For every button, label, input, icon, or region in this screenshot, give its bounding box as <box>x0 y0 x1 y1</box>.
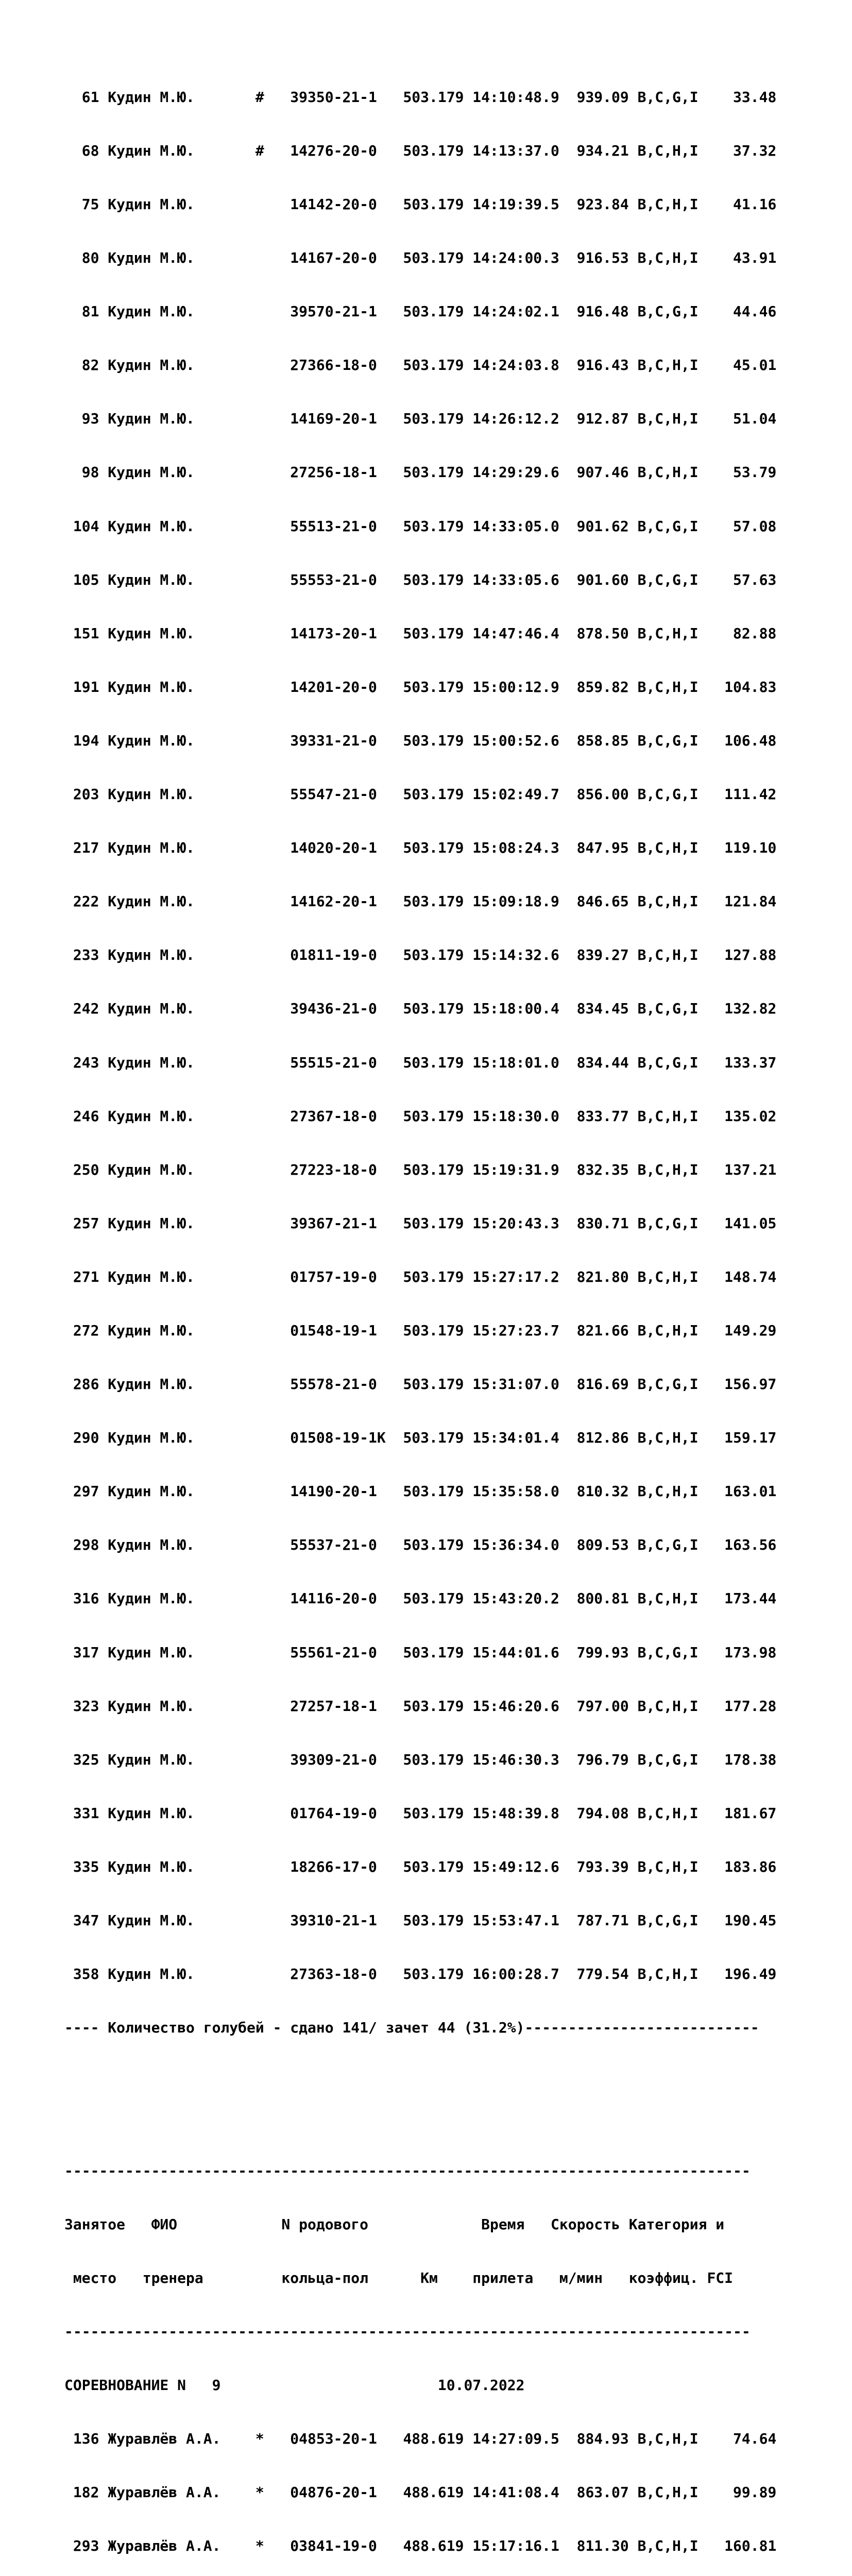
result-row: 233 Кудин М.Ю. 01811-19-0 503.179 15:14:32.6 839.27 B,C,H,I 127.88 <box>64 946 777 964</box>
result-row: 93 Кудин М.Ю. 14169-20-1 503.179 14:26:12.2 912.87 B,C,H,I 51.04 <box>64 410 777 428</box>
divider-line: ------------------------------------------------------------------------------- <box>64 2323 751 2341</box>
result-row: 272 Кудин М.Ю. 01548-19-1 503.179 15:27:23.7 821.66 B,C,H,I 149.29 <box>64 1321 777 1339</box>
result-row: 61 Кудин М.Ю. # 39350-21-1 503.179 14:10:48.9 939.09 B,C,G,I 33.48 <box>64 88 777 106</box>
result-row: 331 Кудин М.Ю. 01764-19-0 503.179 15:48:39.8 794.08 B,C,H,I 181.67 <box>64 1804 777 1822</box>
result-row: 243 Кудин М.Ю. 55515-21-0 503.179 15:18:01.0 834.44 B,C,G,I 133.37 <box>64 1054 777 1071</box>
result-row: 222 Кудин М.Ю. 14162-20-1 503.179 15:09:18.9 846.65 B,C,H,I 121.84 <box>64 893 777 910</box>
result-row: 290 Кудин М.Ю. 01508-19-1K 503.179 15:34:01.4 812.86 B,C,H,I 159.17 <box>64 1429 777 1447</box>
result-row: 358 Кудин М.Ю. 27363-18-0 503.179 16:00:28.7 779.54 B,C,H,I 196.49 <box>64 1965 777 1983</box>
result-row: 325 Кудин М.Ю. 39309-21-0 503.179 15:46:30.3 796.79 B,C,G,I 178.38 <box>64 1751 777 1768</box>
result-row: 82 Кудин М.Ю. 27366-18-0 503.179 14:24:03.8 916.43 B,C,H,I 45.01 <box>64 357 777 374</box>
result-row: 81 Кудин М.Ю. 39570-21-1 503.179 14:24:02.1 916.48 B,C,G,I 44.46 <box>64 303 777 320</box>
result-row: 286 Кудин М.Ю. 55578-21-0 503.179 15:31:07.0 816.69 B,C,G,I 156.97 <box>64 1376 777 1393</box>
result-row: 98 Кудин М.Ю. 27256-18-1 503.179 14:29:29.6 907.46 B,C,H,I 53.79 <box>64 464 777 481</box>
results-block-zhuravlev <box>64 2126 837 2576</box>
result-row: 151 Кудин М.Ю. 14173-20-1 503.179 14:47:46.4 878.50 B,C,H,I 82.88 <box>64 624 777 642</box>
divider-line: ------------------------------------------------------------------------------- <box>64 2162 751 2179</box>
result-row: 182 Журавлёв А.А. * 04876-20-1 488.619 14:41:08.4 863.07 B,C,H,I 99.89 <box>64 2484 777 2501</box>
result-row: 80 Кудин М.Ю. 14167-20-0 503.179 14:24:00.3 916.53 B,C,H,I 43.91 <box>64 249 777 267</box>
results-block-kudin <box>64 53 837 2073</box>
result-row: 136 Журавлёв А.А. * 04853-20-1 488.619 14:27:09.5 884.93 B,C,H,I 74.64 <box>64 2430 777 2448</box>
result-row: 335 Кудин М.Ю. 18266-17-0 503.179 15:49:12.6 793.39 B,C,H,I 183.86 <box>64 1858 777 1875</box>
result-row: 242 Кудин М.Ю. 39436-21-0 503.179 15:18:00.4 834.45 B,C,G,I 132.82 <box>64 1000 777 1018</box>
result-row: 250 Кудин М.Ю. 27223-18-0 503.179 15:19:31.9 832.35 B,C,H,I 137.21 <box>64 1161 777 1178</box>
result-row: 323 Кудин М.Ю. 27257-18-1 503.179 15:46:20.6 797.00 B,C,H,I 177.28 <box>64 1697 777 1715</box>
result-row: 217 Кудин М.Ю. 14020-20-1 503.179 15:08:24.3 847.95 B,C,H,I 119.10 <box>64 839 777 857</box>
result-row: 104 Кудин М.Ю. 55513-21-0 503.179 14:33:05.0 901.62 B,C,G,I 57.08 <box>64 517 777 535</box>
result-row: 298 Кудин М.Ю. 55537-21-0 503.179 15:36:34.0 809.53 B,C,G,I 163.56 <box>64 1536 777 1554</box>
summary-line: ---- Количество голубей - сдано 141/ зачет 44 (31.2%)--------------------------- <box>64 2019 759 2037</box>
competition-title: СОРЕВНОВАНИЕ N 9 10.07.2022 <box>64 2377 525 2394</box>
result-row: 271 Кудин М.Ю. 01757-19-0 503.179 15:27:17.2 821.80 B,C,H,I 148.74 <box>64 1268 777 1285</box>
result-row: 257 Кудин М.Ю. 39367-21-1 503.179 15:20:43.3 830.71 B,C,G,I 141.05 <box>64 1214 777 1232</box>
result-row: 191 Кудин М.Ю. 14201-20-0 503.179 15:00:12.9 859.82 B,C,H,I 104.83 <box>64 678 777 696</box>
result-row: 246 Кудин М.Ю. 27367-18-0 503.179 15:18:30.0 833.77 B,C,H,I 135.02 <box>64 1107 777 1125</box>
result-row: 105 Кудин М.Ю. 55553-21-0 503.179 14:33:05.6 901.60 B,C,G,I 57.63 <box>64 571 777 588</box>
result-row: 203 Кудин М.Ю. 55547-21-0 503.179 15:02:49.7 856.00 B,C,G,I 111.42 <box>64 786 777 803</box>
result-row: 68 Кудин М.Ю. # 14276-20-0 503.179 14:13:37.0 934.21 B,C,H,I 37.32 <box>64 142 777 159</box>
result-row: 293 Журавлёв А.А. * 03841-19-0 488.619 15:17:16.1 811.30 B,C,H,I 160.81 <box>64 2537 777 2555</box>
result-row: 317 Кудин М.Ю. 55561-21-0 503.179 15:44:01.6 799.93 B,C,G,I 173.98 <box>64 1643 777 1661</box>
result-row: 347 Кудин М.Ю. 39310-21-1 503.179 15:53:47.1 787.71 B,C,G,I 190.45 <box>64 1912 777 1929</box>
result-row: 316 Кудин М.Ю. 14116-20-0 503.179 15:43:20.2 800.81 B,C,H,I 173.44 <box>64 1590 777 1607</box>
result-row: 297 Кудин М.Ю. 14190-20-1 503.179 15:35:58.0 810.32 B,C,H,I 163.01 <box>64 1483 777 1500</box>
result-row: 194 Кудин М.Ю. 39331-21-0 503.179 15:00:52.6 858.85 B,C,G,I 106.48 <box>64 732 777 749</box>
column-header: Занятое ФИО N родового Время Скорость Категория и <box>64 2215 725 2233</box>
result-row: 75 Кудин М.Ю. 14142-20-0 503.179 14:19:39.5 923.84 B,C,H,I 41.16 <box>64 196 777 213</box>
results-page <box>64 17 837 2576</box>
column-header: место тренера кольца-пол Км прилета м/мин коэффиц. FCI <box>64 2269 734 2286</box>
